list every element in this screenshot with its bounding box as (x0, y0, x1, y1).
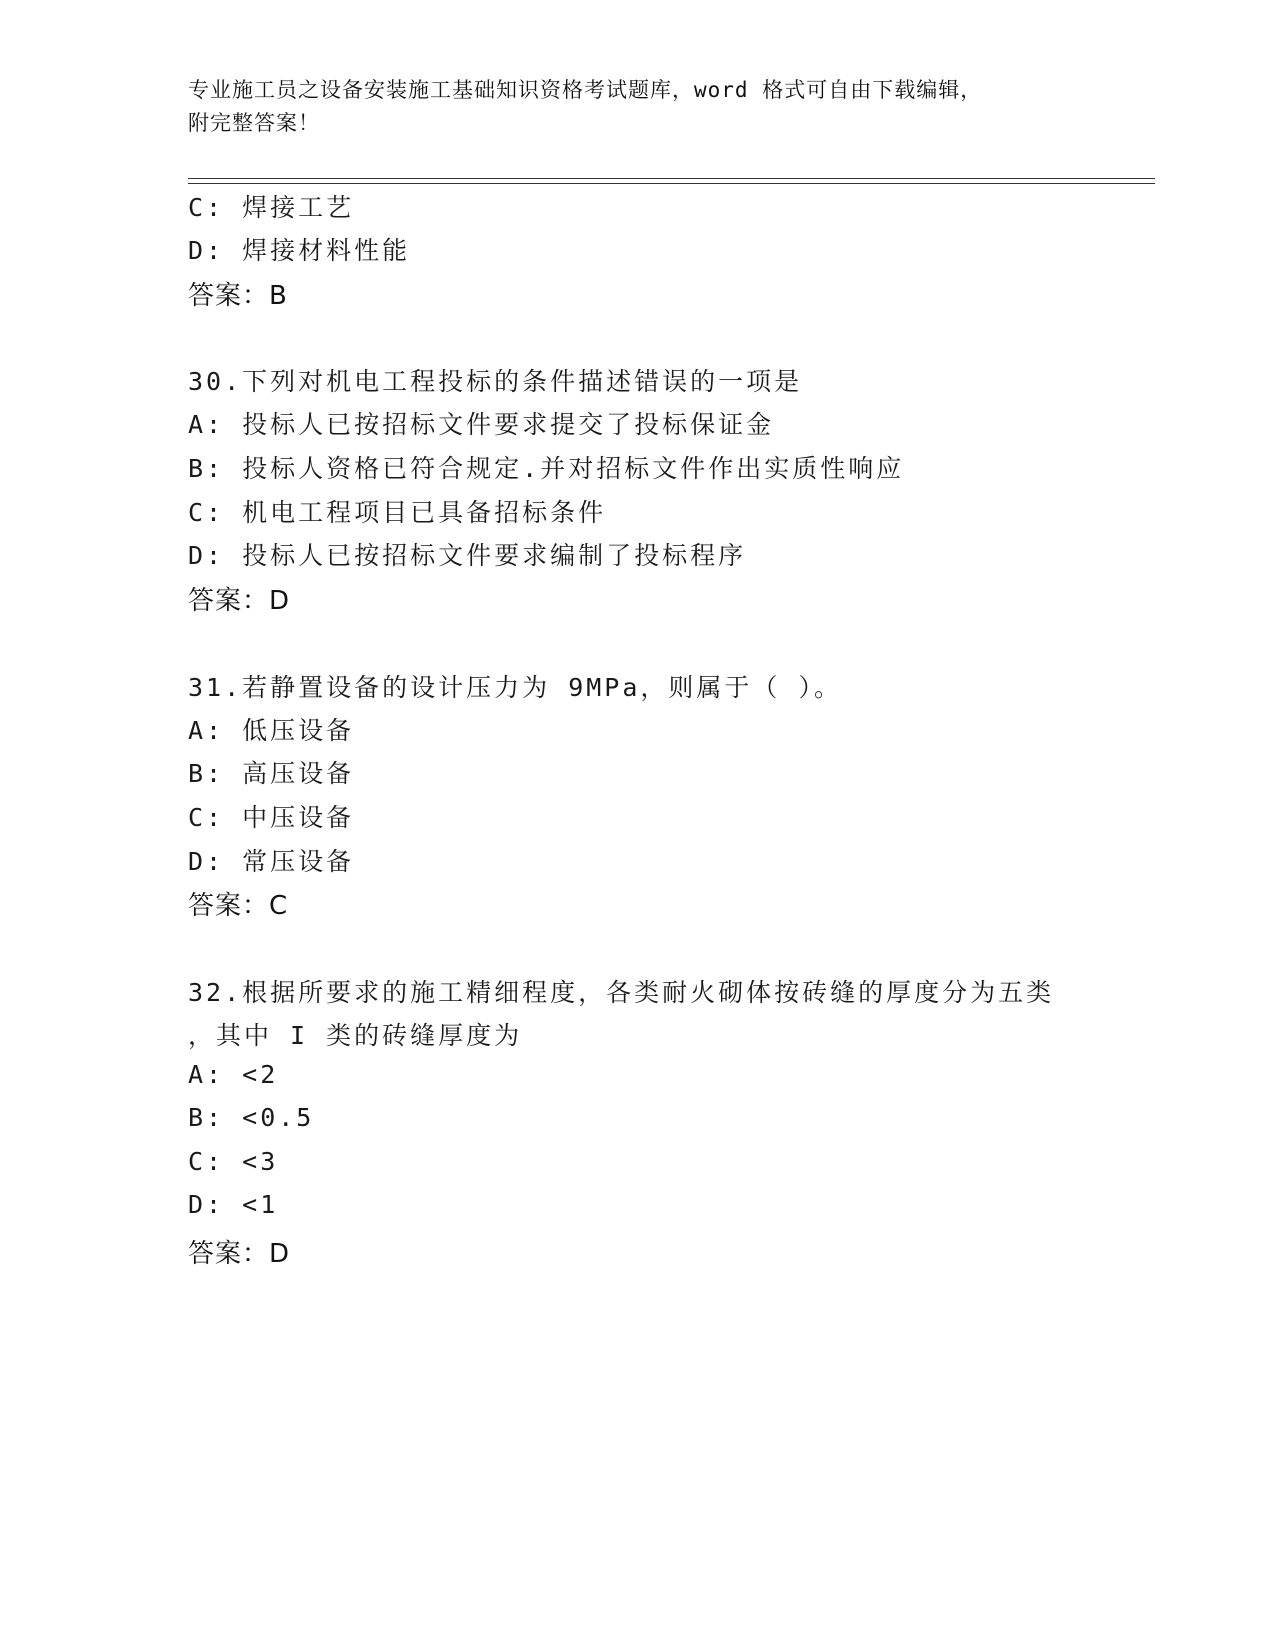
prev-answer: 答案：B (188, 281, 288, 311)
header-line-1: 专业施工员之设备安装施工基础知识资格考试题库，word 格式可自由下载编辑， (188, 78, 983, 102)
q32-stem-line-2: ，其中 I 类的砖缝厚度为 (188, 1021, 523, 1050)
q32-stem-line-1: 32.根据所要求的施工精细程度，各类耐火砌体按砖缝的厚度分为五类 (188, 978, 1055, 1007)
q30-stem: 30.下列对机电工程投标的条件描述错误的一项是 (188, 367, 803, 396)
q31-option-b: B: 高压设备 (188, 759, 355, 788)
q31-option-a: A: 低压设备 (188, 716, 355, 745)
q31-option-c: C: 中压设备 (188, 803, 355, 832)
q32-option-c: C: <3 (188, 1147, 279, 1176)
q30-option-d: D: 投标人已按招标文件要求编制了投标程序 (188, 541, 747, 570)
q31-option-d: D: 常压设备 (188, 847, 355, 876)
header-divider-top (188, 178, 1155, 179)
q30-answer: 答案：D (188, 586, 291, 616)
q30-option-b: B: 投标人资格已符合规定.并对招标文件作出实质性响应 (188, 454, 905, 483)
q31-stem: 31.若静置设备的设计压力为 9MPa，则属于（ ）。 (188, 673, 842, 702)
header-divider-bottom (188, 183, 1155, 184)
prev-option-d: D: 焊接材料性能 (188, 236, 411, 265)
prev-option-c: C: 焊接工艺 (188, 193, 355, 222)
q32-option-b: B: <0.5 (188, 1103, 315, 1132)
q30-option-a: A: 投标人已按招标文件要求提交了投标保证金 (188, 410, 775, 439)
q31-answer: 答案：C (188, 891, 289, 921)
header-line-2: 附完整答案！ (188, 111, 320, 135)
document-header (188, 74, 1068, 140)
q30-option-c: C: 机电工程项目已具备招标条件 (188, 498, 607, 527)
q32-answer: 答案：D (188, 1239, 291, 1269)
q32-option-d: D: <1 (188, 1190, 279, 1219)
q32-option-a: A: <2 (188, 1060, 279, 1089)
